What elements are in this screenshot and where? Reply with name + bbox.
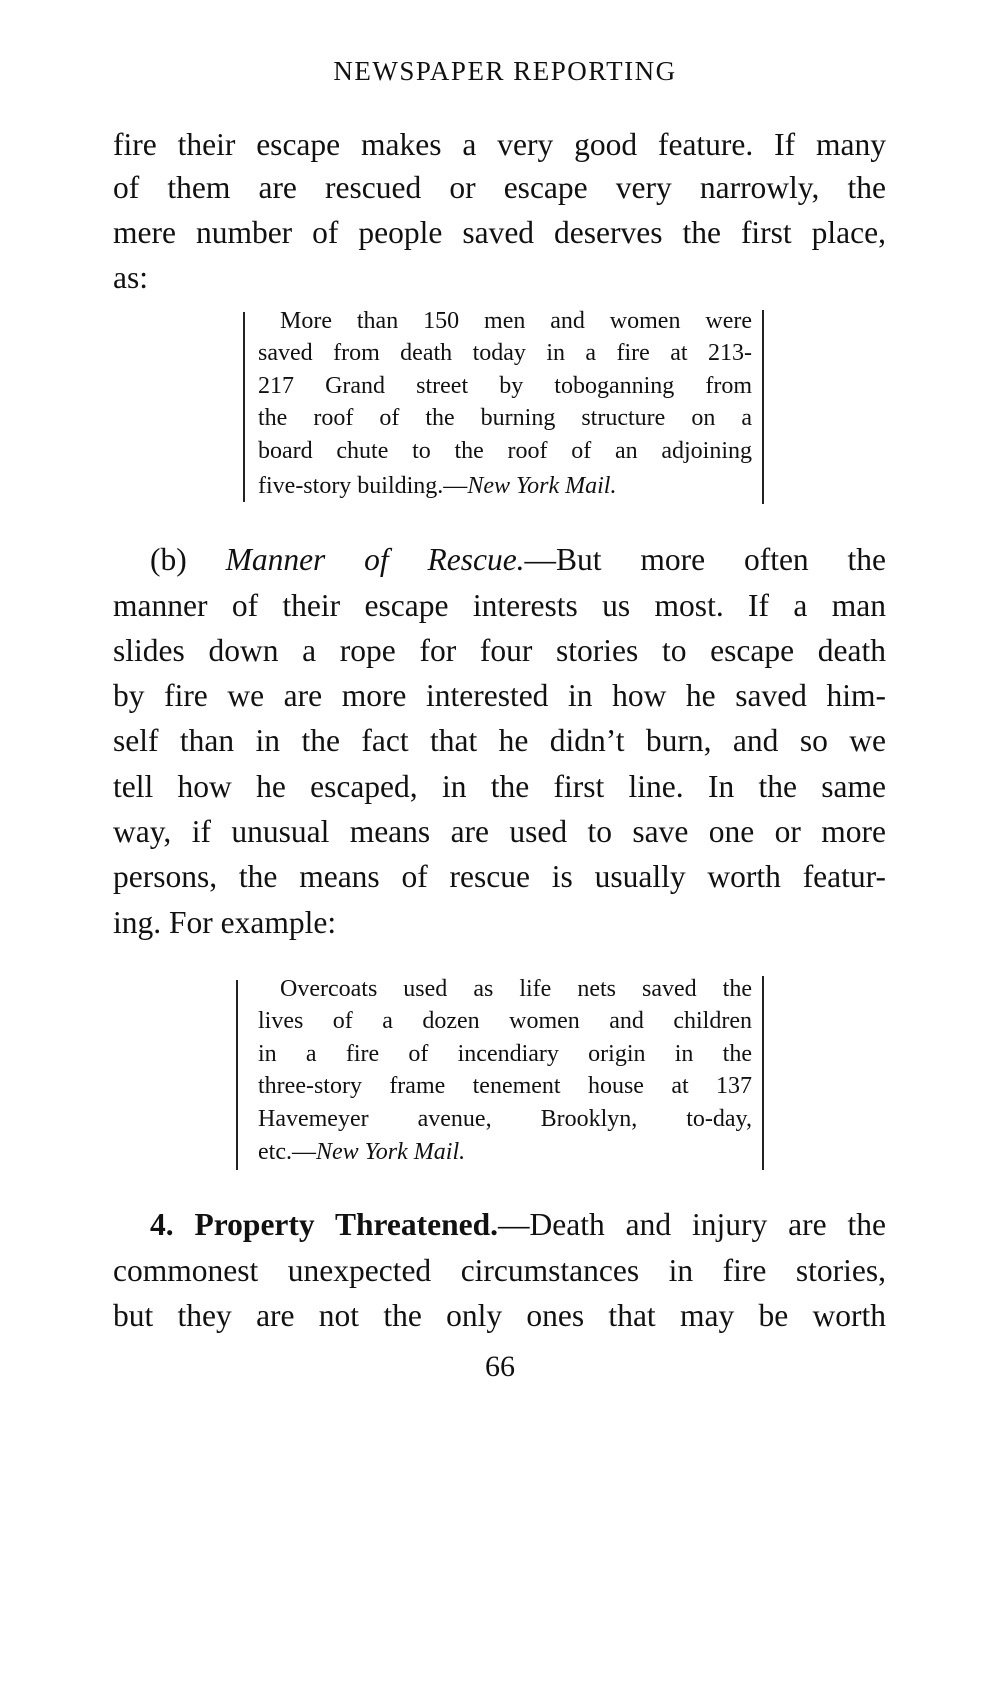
text-line (113, 903, 886, 943)
text-line (113, 1251, 886, 1291)
text-line (113, 125, 886, 165)
text-span: Havemeyer avenue, Brooklyn, to-day, (258, 1106, 752, 1132)
text-span: saved from death today in a fire at 213- (258, 340, 752, 366)
quote-rule-right (762, 310, 764, 504)
text-span: the roof of the burning structure on a (258, 405, 752, 431)
text-line (150, 540, 886, 580)
text-span: in a fire of incendiary origin in the (258, 1041, 752, 1067)
text-span: self than in the fact that he didn’t burn, and so we (113, 723, 886, 758)
page-number: 66 (485, 1350, 515, 1383)
text-line (113, 631, 886, 671)
quote-rule-right (762, 976, 764, 1170)
text-span: as: (113, 260, 148, 295)
bold-heading: 4. Property Threatened. (150, 1207, 499, 1242)
text-span: ing. For example: (113, 905, 337, 940)
text-span: —Death and injury are the (498, 1207, 887, 1242)
quote-line (258, 436, 752, 466)
text-span: persons, the means of rescue is usually worth featur- (113, 859, 886, 894)
text-span: tell how he escaped, in the first line. In the same (113, 769, 886, 804)
text-span: by fire we are more interested in how he saved him- (113, 678, 886, 713)
quote-line (258, 338, 752, 368)
text-line (113, 812, 886, 852)
text-span: way, if unusual means are used to save one or more (113, 814, 886, 849)
text-span: board chute to the roof of an adjoining (258, 438, 752, 464)
text-span: manner of their escape interests us most. If a man (113, 588, 886, 623)
text-span: lives of a dozen women and children (258, 1008, 752, 1034)
quote-line (258, 1104, 752, 1134)
text-line (113, 258, 886, 298)
quote-line (258, 471, 752, 501)
text-line (113, 721, 886, 761)
text-line (113, 857, 886, 897)
quote-rule-left (236, 980, 238, 1170)
text-span: three-story frame tenement house at 137 (258, 1073, 752, 1099)
text-span: Overcoats used as life nets saved the (280, 976, 752, 1002)
text-span: of them are rescued or escape very narrowly, the (113, 170, 886, 205)
text-span: (b) (150, 542, 226, 577)
text-span: five-story building.— (258, 473, 468, 499)
italic-text: Manner of Rescue. (225, 542, 525, 577)
italic-text: New York Mail. (315, 1139, 466, 1165)
text-line (113, 213, 886, 253)
text-span: etc.— (258, 1139, 316, 1165)
text-line (150, 1205, 886, 1245)
text-line (113, 586, 886, 626)
text-span: 217 Grand street by toboganning from (258, 373, 752, 399)
quote-line (258, 1006, 752, 1036)
text-span: but they are not the only ones that may be worth (113, 1298, 886, 1333)
text-line (113, 168, 886, 208)
text-span: fire their escape makes a very good feature. If many (113, 127, 886, 162)
text-span: slides down a rope for four stories to escape death (113, 633, 886, 668)
quote-line (280, 306, 752, 336)
quote-line (280, 974, 752, 1004)
quote-rule-left (243, 312, 245, 502)
text-span: —But more often the (524, 542, 886, 577)
text-line (113, 767, 886, 807)
quote-line (258, 371, 752, 401)
text-line (113, 676, 886, 716)
quote-line (258, 1071, 752, 1101)
italic-text: New York Mail. (467, 473, 617, 499)
text-line (113, 1296, 886, 1336)
running-header: NEWSPAPER REPORTING (333, 56, 677, 86)
quote-line (258, 1039, 752, 1069)
text-span: More than 150 men and women were (280, 308, 752, 334)
quote-line (258, 403, 752, 433)
text-span: commonest unexpected circumstances in fire stories, (113, 1253, 886, 1288)
quote-line (258, 1137, 752, 1167)
text-span: mere number of people saved deserves the first place, (113, 215, 886, 250)
